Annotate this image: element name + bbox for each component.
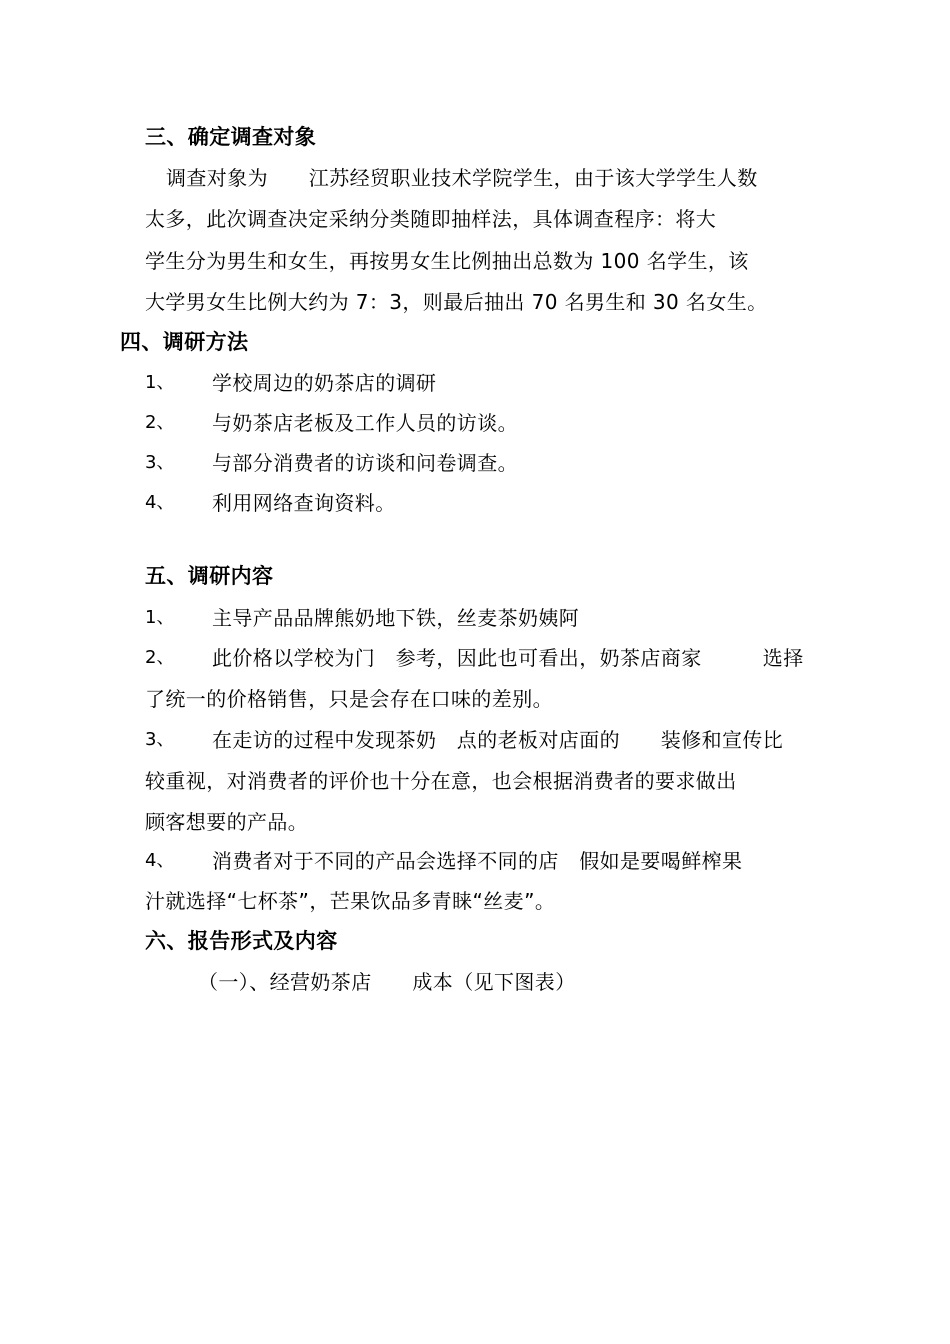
section-5-heading: 五、调研内容 <box>145 564 274 588</box>
section-5-item-2-text: 此价格以学校为门 参考，因此也可看出，奶茶店商家 选择 <box>212 646 804 670</box>
section-4-item-2-number: 2、 <box>145 412 175 433</box>
section-5-item-3-text: 在走访的过程中发现茶奶 点的老板对店面的 装修和宣传比 <box>212 728 784 752</box>
section-5-item-3-continuation-1: 较重视，对消费者的评价也十分在意，也会根据消费者的要求做出 <box>145 769 737 793</box>
section-3-line-2: 太多，此次调查决定采纳分类随即抽样法，具体调查程序：将大 <box>145 207 717 231</box>
section-5-item-1-text: 主导产品品牌熊奶地下铁，丝麦茶奶姨阿 <box>212 606 580 630</box>
section-4-item-2-text: 与奶茶店老板及工作人员的访谈。 <box>212 411 518 435</box>
section-5-item-2-number: 2、 <box>145 647 175 668</box>
section-5-item-4-number: 4、 <box>145 850 175 871</box>
section-5-item-4-text: 消费者对于不同的产品会选择不同的店 假如是要喝鲜榨果 <box>212 849 743 873</box>
section-4-heading: 四、调研方法 <box>120 330 249 354</box>
section-3-line-1: 调查对象为 江苏经贸职业技术学院学生，由于该大学学生人数 <box>166 166 758 190</box>
section-6-heading: 六、报告形式及内容 <box>145 929 338 953</box>
section-4-item-4-number: 4、 <box>145 492 175 513</box>
section-3-line-3: 学生分为男生和女生，再按男女生比例抽出总数为 100 名学生，该 <box>145 249 749 273</box>
section-4-item-4-text: 利用网络查询资料。 <box>212 491 396 515</box>
section-5-item-3-continuation-2: 顾客想要的产品。 <box>145 810 309 834</box>
section-4-item-1-text: 学校周边的奶茶店的调研 <box>212 371 437 395</box>
section-4-item-1-number: 1、 <box>145 372 175 393</box>
section-5-item-1-number: 1、 <box>145 607 175 628</box>
section-5-item-2-continuation-1: 了统一的价格销售，只是会存在口味的差别。 <box>145 687 553 711</box>
section-4-item-3-number: 3、 <box>145 452 175 473</box>
section-4-item-3-text: 与部分消费者的访谈和问卷调查。 <box>212 451 518 475</box>
section-3-heading: 三、确定调查对象 <box>145 125 317 149</box>
section-6-subheading: （一）、经营奶茶店 成本（见下图表） <box>198 970 576 994</box>
section-5-item-3-number: 3、 <box>145 729 175 750</box>
section-3-line-4: 大学男女生比例大约为 7：3，则最后抽出 70 名男生和 30 名女生。 <box>145 290 768 314</box>
section-5-item-4-continuation-1: 汁就选择“七杯茶”，芒果饮品多青睐“丝麦”。 <box>145 889 556 913</box>
